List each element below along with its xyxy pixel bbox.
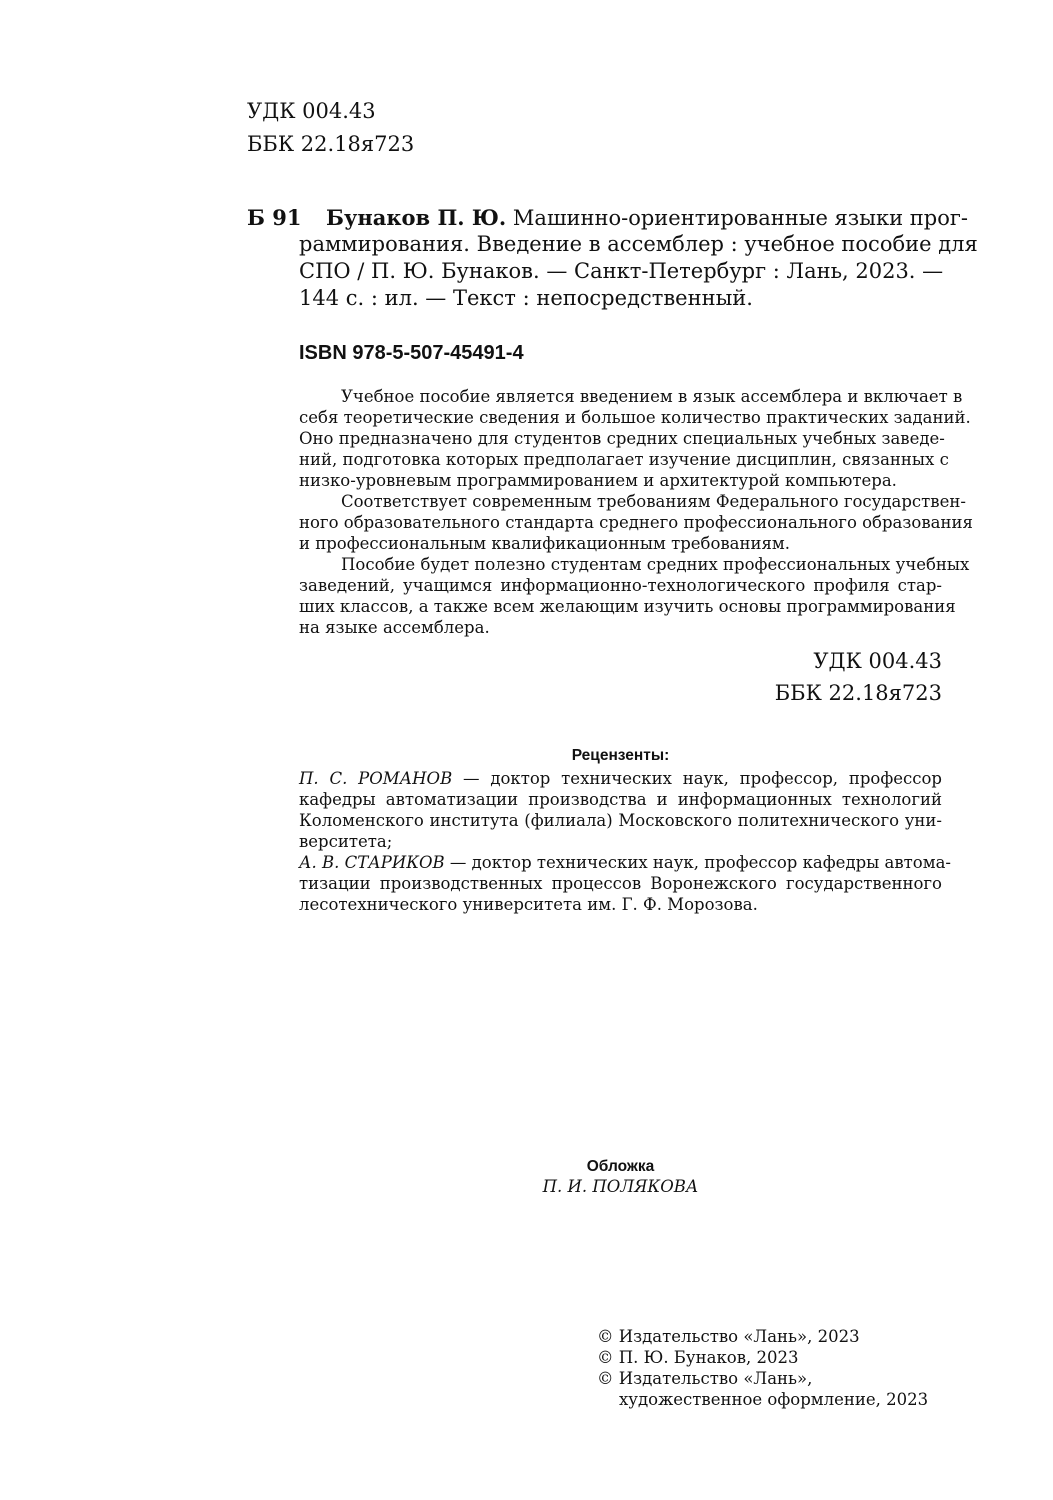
abstract [299, 386, 973, 638]
catalog-line-2: раммирования. Введение в ассемблер : учебное пособие для [299, 232, 978, 256]
abstract-p1-line: Учебное пособие является введением в язык ассемблера и включает в [341, 387, 963, 406]
reviewer-1-line: кафедры автоматизации производства и информационных технологий [299, 790, 942, 809]
copyright-line: © Издательство «Лань», [597, 1369, 813, 1388]
abstract-p1-line: Оно предназначено для студентов средних специальных учебных заведе- [299, 429, 945, 448]
abstract-p3-line: на языке ассемблера. [299, 618, 490, 637]
cover-designer: П. И. ПОЛЯКОВА [542, 1177, 699, 1196]
reviewers-list [299, 768, 951, 915]
copyright-line: © Издательство «Лань», 2023 [597, 1327, 860, 1346]
abstract-p3-line: заведений, учащимся информационно-технологического профиля стар- [299, 576, 942, 595]
reviewers-heading: Рецензенты: [571, 747, 670, 764]
copyright-line: © П. Ю. Бунаков, 2023 [597, 1348, 799, 1367]
reviewer-2-line: тизации производственных процессов Воронежского государственного [299, 874, 942, 893]
reviewer-1-line: верситета; [299, 832, 393, 851]
abstract-p2-line: Соответствует современным требованиям Федерального государствен- [341, 492, 966, 511]
reviewer-2-line: лесотехнического университета им. Г. Ф. Морозова. [299, 895, 758, 914]
catalog-line-1-text: Машинно-ориентированные языки прог- [512, 206, 968, 230]
abstract-p2-line: и профессиональным квалификационным требованиям. [299, 534, 790, 553]
catalog-line-1 [326, 204, 968, 232]
isbn: ISBN 978-5-507-45491-4 [299, 342, 524, 364]
reviewer-1-name: П. С. РОМАНОВ [299, 769, 453, 788]
bbk-top: ББК 22.18я723 [247, 132, 415, 156]
catalog-line-4: 144 с. : ил. — Текст : непосредственный. [299, 286, 753, 310]
copyright-block [597, 1326, 928, 1410]
abstract-p1-line: ний, подготовка которых предполагает изучение дисциплин, связанных с [299, 450, 949, 469]
abstract-p1-line: себя теоретические сведения и большое количество практических заданий. [299, 408, 971, 427]
catalog-author: Бунаков П. Ю. [326, 205, 507, 230]
catalog-code: Б 91 [247, 205, 302, 230]
udk-top: УДК 004.43 [247, 99, 376, 123]
catalog-continuation [299, 231, 978, 312]
reviewer-2-first-line [299, 852, 951, 873]
bbk-bottom: ББК 22.18я723 [774, 681, 942, 705]
reviewer-2-desc: — доктор технических наук, профессор кафедры автома- [444, 853, 951, 872]
abstract-p3-line: ших классов, а также всем желающим изучить основы программирования [299, 597, 956, 616]
catalog-entry [326, 204, 968, 232]
reviewer-1-first-line [299, 768, 942, 789]
abstract-p1-line: низко-уровневым программированием и архитектурой компьютера. [299, 471, 897, 490]
udk-bottom: УДК 004.43 [813, 649, 942, 673]
abstract-p3-line: Пособие будет полезно студентам средних профессиональных учебных [341, 555, 970, 574]
reviewer-1-desc: — доктор технических наук, профессор, профессор [452, 769, 942, 788]
abstract-p2-line: ного образовательного стандарта среднего профессионального образования [299, 513, 973, 532]
reviewer-1-line: Коломенского института (филиала) Московского политехнического уни- [299, 811, 942, 830]
catalog-line-3: СПО / П. Ю. Бунаков. — Санкт-Петербург : Лань, 2023. — [299, 259, 944, 283]
copyright-line: художественное оформление, 2023 [619, 1390, 929, 1409]
reviewer-2-name: А. В. СТАРИКОВ [299, 853, 445, 872]
cover-heading: Обложка [586, 1158, 655, 1175]
